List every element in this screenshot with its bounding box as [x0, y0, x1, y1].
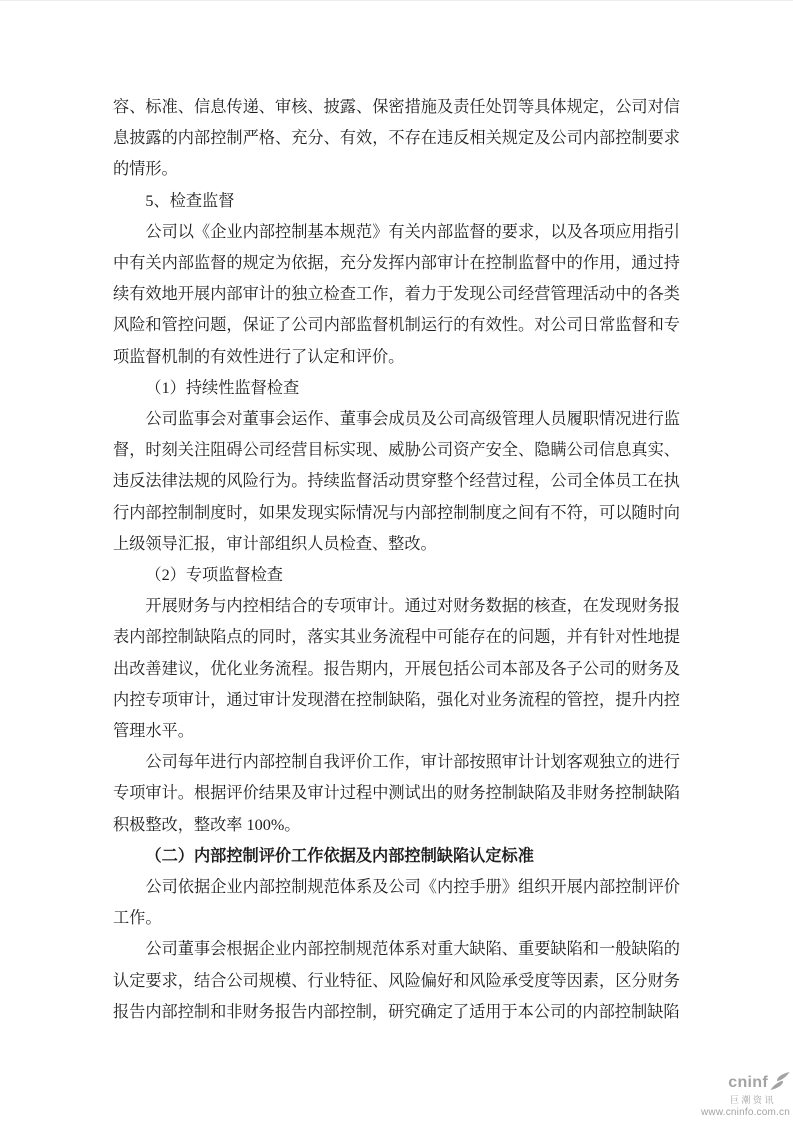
paragraph: 公司董事会根据企业内部控制规范体系对重大缺陷、重要缺陷和一般缺陷的认定要求，结合公司规模、行业特征、风险偏好和风险承受度等因素，区分财务报告内部控制和非财务报告内部控制，研究确定了适用于本公司的内部控制缺陷: [113, 940, 680, 1021]
paragraph: 公司监事会对董事会运作、董事会成员及公司高级管理人员履职情况进行监督，时刻关注阻碍公司经营目标实现、威胁公司资产安全、隐瞒公司信息真实、违反法律法规的风险行为。持续监督活动贯穿整个经营过程，公司全体员工在执行内部控制制度时，如果发现实际情况与内部控制制度之间有不符，可以随时向上级领导汇报，审计部组织人员检查、整改。: [113, 410, 680, 553]
sub-item-2-heading: （2）专项监督检查: [145, 566, 283, 585]
document-body: [113, 92, 680, 1028]
cninfo-watermark: [701, 1072, 790, 1118]
cninfo-logo-text: cninf: [728, 1074, 768, 1091]
paragraph: 开展财务与内控相结合的专项审计。通过对财务数据的核查，在发现财务报表内部控制缺陷点的同时，落实其业务流程中可能存在的问题，并有针对性地提出改善建议，优化业务流程。报告期内，开展包括公司本部及各子公司的财务及内控专项审计，通过审计发现潜在控制缺陷，强化对业务流程的管控，提升内控管理水平。: [113, 597, 680, 741]
cninfo-url: www.cninfo.com.cn: [701, 1107, 790, 1118]
sub-item-1-heading: （1）持续性监督检查: [145, 378, 300, 397]
section-heading-2: （二）内部控制评价工作依据及内部控制缺陷认定标准: [145, 846, 534, 865]
cninfo-logo-row: [701, 1072, 790, 1094]
cninfo-swirl-icon: [770, 1072, 790, 1094]
paragraph: 公司每年进行内部控制自我评价工作，审计部按照审计计划客观独立的进行专项审计。根据评价结果及审计过程中测试出的财务控制缺陷及非财务控制缺陷积极整改，整改率 100%。: [113, 753, 680, 834]
cninfo-chinese-name: 巨潮资讯: [729, 1095, 776, 1105]
paragraph-continuation: 容、标准、信息传递、审核、披露、保密措施及责任处罚等具体规定，公司对信息披露的内部控制严格、充分、有效，不存在违反相关规定及公司内部控制要求的情形。: [113, 98, 680, 179]
paragraph: 公司以《企业内部控制基本规范》有关内部监督的要求，以及各项应用指引中有关内部监督的规定为依据，充分发挥内部审计在控制监督中的作用，通过持续有效地开展内部审计的独立检查工作，着力于发现公司经营管理活动中的各类风险和管控问题，保证了公司内部监督机制运行的有效性。对公司日常监督和专项监督机制的有效性进行了认定和评价。: [113, 222, 680, 366]
section-item-5-heading: 5、检查监督: [145, 191, 235, 210]
paragraph: 公司依据企业内部控制规范体系及公司《内控手册》组织开展内部控制评价工作。: [113, 878, 680, 928]
